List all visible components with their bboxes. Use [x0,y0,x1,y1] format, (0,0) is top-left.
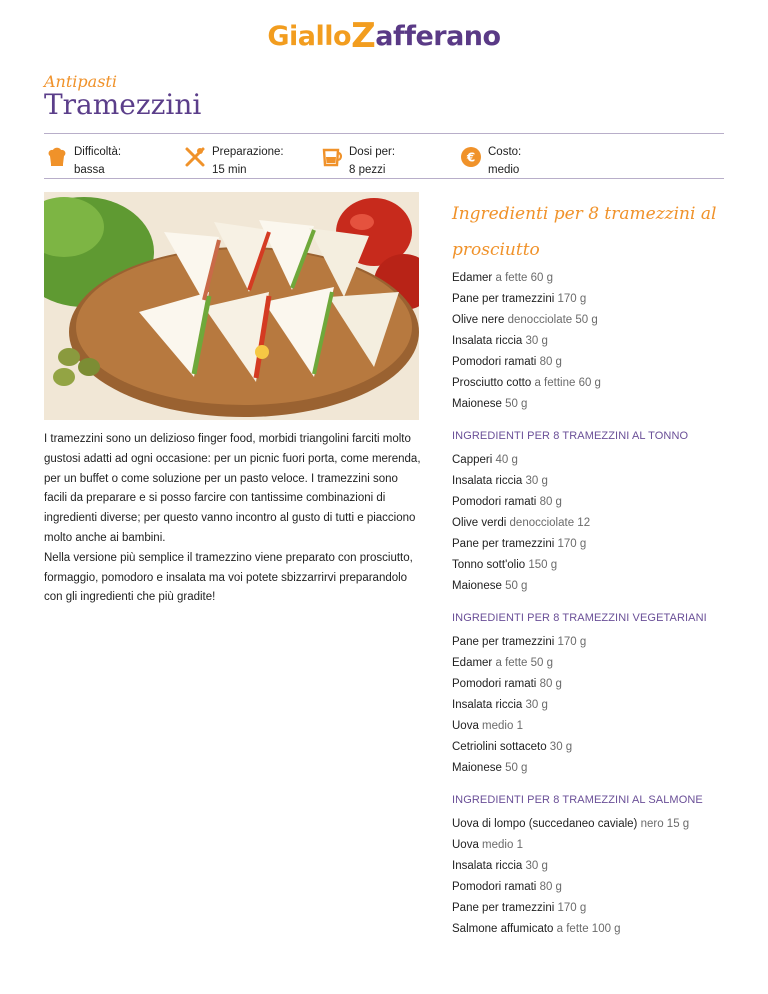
ingredient-item: Prosciutto cotto a fettine 60 g [452,377,601,389]
section-heading-tonno: INGREDIENTI PER 8 TRAMEZZINI AL TONNO [452,430,689,442]
ingredient-item: Pomodori ramati 80 g [452,678,562,690]
ingredient-item: Olive nere denocciolate 50 g [452,314,598,326]
svg-text:€: € [466,150,476,165]
logo-text-afferano: afferano [375,21,501,52]
ingredient-item: Pane per tramezzini 170 g [452,636,587,648]
section-heading-vegetariani: INGREDIENTI PER 8 TRAMEZZINI VEGETARIANI [452,612,707,624]
ingredient-item: Edamer a fette 50 g [452,657,554,669]
logo-text-z: Z [351,16,376,56]
description-paragraph: I tramezzini sono un delizioso finger food, morbidi triangolini farciti molto gustosi adatti ad ogni occasione: per un picnic fuori porta, come merenda, per un buffet o come soluzione per un pasto veloce. I tramezzini sono facili da preparare e si posso farcire con tantissime combinazioni di ingredienti diverse; per questo vanno incontro al gusto di tutti e piacciono molto anche ai bambini. [44,433,421,544]
section-heading-salmone: INGREDIENTI PER 8 TRAMEZZINI AL SALMONE [452,794,703,806]
recipe-photo [44,192,419,420]
recipe-description [44,430,424,608]
ingredient-item: Capperi 40 g [452,454,518,466]
meta-cost-label: Costo: [488,146,522,158]
sandwich-illustration [44,192,419,420]
ingredients-title: Ingredienti per 8 tramezzini al prosciutto [452,204,717,260]
ingredient-item: Maionese 50 g [452,580,528,592]
meta-difficulty-label: Difficoltà: [74,146,122,158]
ingredient-item: Pomodori ramati 80 g [452,496,562,508]
ingredient-item: Insalata riccia 30 g [452,860,548,872]
meta-cost-value: medio [488,164,520,176]
logo-text-giallo: Giallo [267,21,352,52]
site-logo[interactable] [0,14,768,54]
divider-bottom [44,178,724,179]
measuring-cup-icon [321,146,343,168]
ingredient-list-vegetariani [452,632,752,779]
ingredient-item: Maionese 50 g [452,762,528,774]
description-paragraph: Nella versione più semplice il tramezzino viene preparato con prosciutto, formaggio, pomodoro e insalata ma voi potete sbizzarrirvi preparandolo con gli ingredienti che più gradite! [44,551,413,604]
ingredient-list-tonno [452,450,752,597]
meta-prep-value: 15 min [212,164,247,176]
ingredient-item: Edamer a fette 60 g [452,272,554,284]
ingredient-item: Salmone affumicato a fette 100 g [452,923,621,935]
recipe-title: Tramezzini [44,88,202,121]
ingredient-item: Uova medio 1 [452,720,523,732]
chef-hat-icon [46,146,68,168]
euro-icon [460,146,482,168]
divider-top [44,133,724,134]
meta-servings-value: 8 pezzi [349,164,386,176]
ingredient-item: Pane per tramezzini 170 g [452,902,587,914]
ingredient-item: Cetriolini sottaceto 30 g [452,741,573,753]
ingredient-item: Pomodori ramati 80 g [452,356,562,368]
ingredient-item: Olive verdi denocciolate 12 [452,517,591,529]
ingredient-item: Pane per tramezzini 170 g [452,538,587,550]
recipe-category: Antipasti [44,72,117,91]
ingredient-list-prosciutto [452,268,752,415]
ingredient-item: Uova di lompo (succedaneo caviale) nero 15 g [452,818,690,830]
meta-difficulty-value: bassa [74,164,105,176]
ingredient-item: Insalata riccia 30 g [452,699,548,711]
ingredient-item: Tonno sott'olio 150 g [452,559,558,571]
meta-prep-label: Preparazione: [212,146,284,158]
meta-servings-label: Dosi per: [349,146,396,158]
ingredient-item: Insalata riccia 30 g [452,335,548,347]
ingredient-item: Uova medio 1 [452,839,523,851]
ingredient-item: Insalata riccia 30 g [452,475,548,487]
ingredient-list-salmone [452,814,752,940]
ingredient-item: Maionese 50 g [452,398,528,410]
ingredient-item: Pomodori ramati 80 g [452,881,562,893]
ingredient-item: Pane per tramezzini 170 g [452,293,587,305]
utensils-icon [184,146,206,168]
